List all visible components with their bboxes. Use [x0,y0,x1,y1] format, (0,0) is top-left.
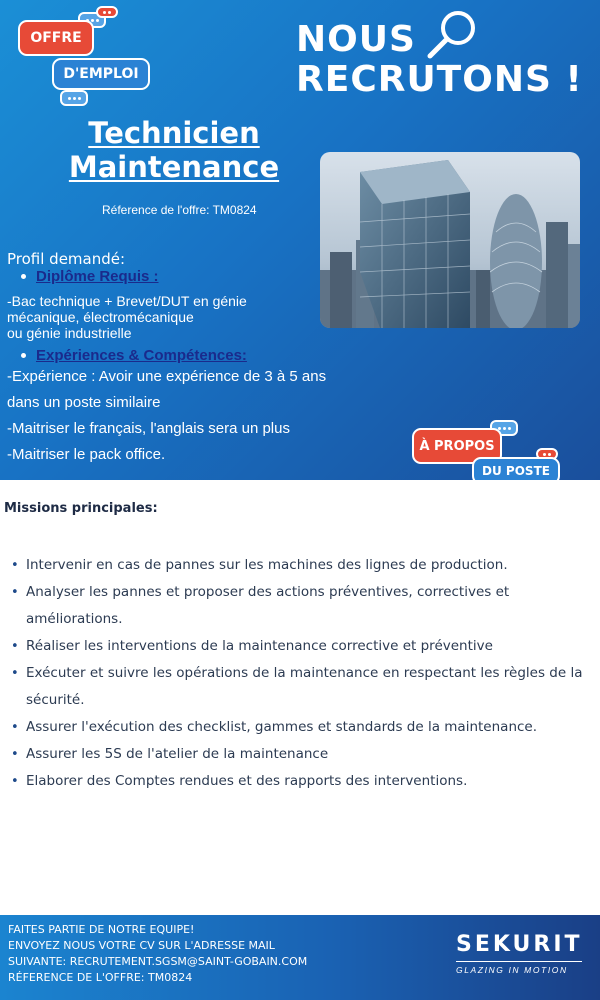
profile-heading: Profil demandé: [7,250,126,268]
profile-section [7,250,402,468]
job-title-line2: Maintenance [68,150,280,184]
job-title-line1: Technicien [88,116,260,150]
diploma-heading: Diplôme Requis : [36,268,159,285]
experience-line: dans un poste similaire [7,394,161,411]
sekurit-logo [456,933,582,975]
experience-line: -Expérience : Avoir une expérience de 3 à 5 ans [7,368,327,385]
mission-item: • Analyser les pannes et proposer des actions préventives, correctives et améliorations. [8,579,588,633]
footer-line: RÉFERENCE DE L'OFFRE: TM0824 [8,971,193,984]
offre-badge [18,20,94,56]
logo-divider [456,961,582,962]
footer [0,915,600,1000]
mission-item: • Elaborer des Comptes rendues et des rapports des interventions. [8,768,588,795]
mission-item: • Assurer les 5S de l'atelier de la maintenance [8,741,588,768]
logo-name: SEKURIT [456,932,583,957]
experience-heading: Expériences & Compétences: [36,347,247,364]
offer-reference: Réference de l'offre: TM0824 [102,203,257,217]
emploi-label: D'EMPLOI [63,66,139,82]
headline-line1: NOUS [296,19,416,60]
experience-subheading [21,347,402,364]
diploma-subheading [21,268,402,285]
apropos-label: À PROPOS [419,438,495,454]
diploma-line: mécanique, électromécanique [7,309,194,325]
mission-item: • Assurer l'exécution des checklist, gammes et standards de la maintenance. [8,714,588,741]
footer-text [8,922,307,986]
magnifier-icon [424,6,482,64]
hero-section [0,0,600,480]
emploi-badge [52,58,150,90]
missions-list [8,552,588,795]
mission-item: • Intervenir en cas de pannes sur les machines des lignes de production. [8,552,588,579]
diploma-line: -Bac technique + Brevet/DUT en génie [7,293,247,309]
chat-dots-icon [96,6,118,18]
missions-heading: Missions principales: [4,501,158,516]
job-title [50,116,298,184]
headline-line2: RECRUTONS ! [296,59,583,100]
footer-line: FAITES PARTIE DE NOTRE EQUIPE! [8,923,195,936]
footer-line: ENVOYEZ NOUS VOTRE CV SUR L'ADRESSE MAIL [8,939,275,952]
bullet-icon [21,274,26,279]
chat-dots-icon [60,90,88,106]
mission-item: • Exécuter et suivre les opérations de la maintenance en respectant les règles de la sécurité. [8,660,588,714]
footer-line: SUIVANTE: RECRUTEMENT.SGSM@SAINT-GOBAIN.COM [8,955,308,968]
diploma-line: ou génie industrielle [7,325,132,341]
offre-label: OFFRE [30,30,82,46]
duposte-badge [472,457,560,480]
bullet-icon [21,353,26,358]
mission-item: • Réaliser les interventions de la maintenance corrective et préventive [8,633,588,660]
experience-line: -Maitriser le français, l'anglais sera un plus [7,420,290,437]
duposte-label: DU POSTE [482,464,550,478]
logo-tagline: GLAZING IN MOTION [456,965,568,975]
experience-line: -Maitriser le pack office. [7,446,166,463]
